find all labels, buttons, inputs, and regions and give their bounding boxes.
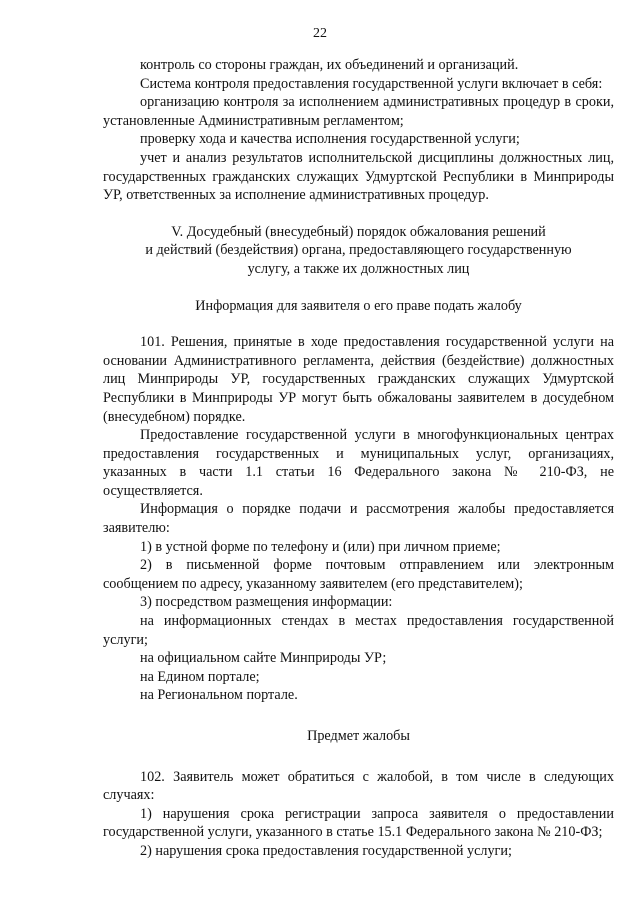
page-number: 22 [313, 26, 327, 41]
subheading: Информация для заявителя о его праве подать жалобу [195, 297, 522, 314]
subheading: Предмет жалобы [307, 728, 410, 744]
paragraph: организацию контроля за исполнением административных процедур в сроки, установленные Административным регламентом; [103, 94, 614, 129]
paragraph: Предоставление государственной услуги в многофункциональных центрах предоставления государственных и муниципальных услуг, организациях, указанных в части 1.1 статьи 16 Федерального закона № 210-ФЗ, не осуществляется. [103, 427, 614, 499]
paragraph: Информация о порядке подачи и рассмотрения жалобы предоставляется заявителю: [103, 501, 614, 537]
paragraph: на Региональном портале. [140, 687, 298, 704]
section-heading-line: и действий (бездействия) органа, предоставляющего государственную [145, 242, 572, 259]
page-content [103, 56, 614, 861]
list-item: 2) нарушения срока предоставления государственной услуги; [140, 842, 512, 859]
section-heading-line: услугу, а также их должностных лиц [247, 260, 470, 277]
list-item: 1) нарушения срока регистрации запроса заявителя о предоставлении государственной услуги, указанного в статье 15.1 Федерального закона № 210-ФЗ; [103, 805, 614, 841]
list-item: 1) в устной форме по телефону и (или) при личном приеме; [140, 538, 501, 555]
section-heading-line: V. Досудебный (внесудебный) порядок обжалования решений [171, 223, 546, 240]
list-item: 3) посредством размещения информации: [140, 594, 393, 611]
paragraph: Система контроля предоставления государственной услуги включает в себя: [140, 75, 603, 92]
paragraph: учет и анализ результатов исполнительской дисциплины должностных лиц, государственных гражданских служащих Удмуртской Республики в Минприроды УР, ответственных за исполнение административных процедур. [103, 149, 614, 204]
list-item: 2) в письменной форме почтовым отправлением или электронным сообщением по адресу, указанному заявителем (его представителем); [103, 557, 614, 592]
paragraph: 101. Решения, принятые в ходе предоставления государственной услуги на основании Административного регламента, действия (бездействие) должностных лиц Минприроды УР, государственных гражданских служащих Удмуртской Республики в Минприроды УР могут быть обжалованы заявителем в досудебном (внесудебном) порядке. [103, 334, 614, 425]
paragraph: проверку хода и качества исполнения государственной услуги; [140, 131, 520, 148]
paragraph: на официальном сайте Минприроды УР; [140, 650, 387, 667]
paragraph: на информационных стендах в местах предоставления государственной услуги; [103, 613, 614, 648]
section-heading [103, 223, 614, 279]
paragraph: 102. Заявитель может обратиться с жалобой, в том числе в следующих случаях: [103, 768, 614, 804]
paragraph: контроль со стороны граждан, их объединений и организаций. [140, 57, 519, 73]
paragraph: на Едином портале; [140, 668, 260, 685]
